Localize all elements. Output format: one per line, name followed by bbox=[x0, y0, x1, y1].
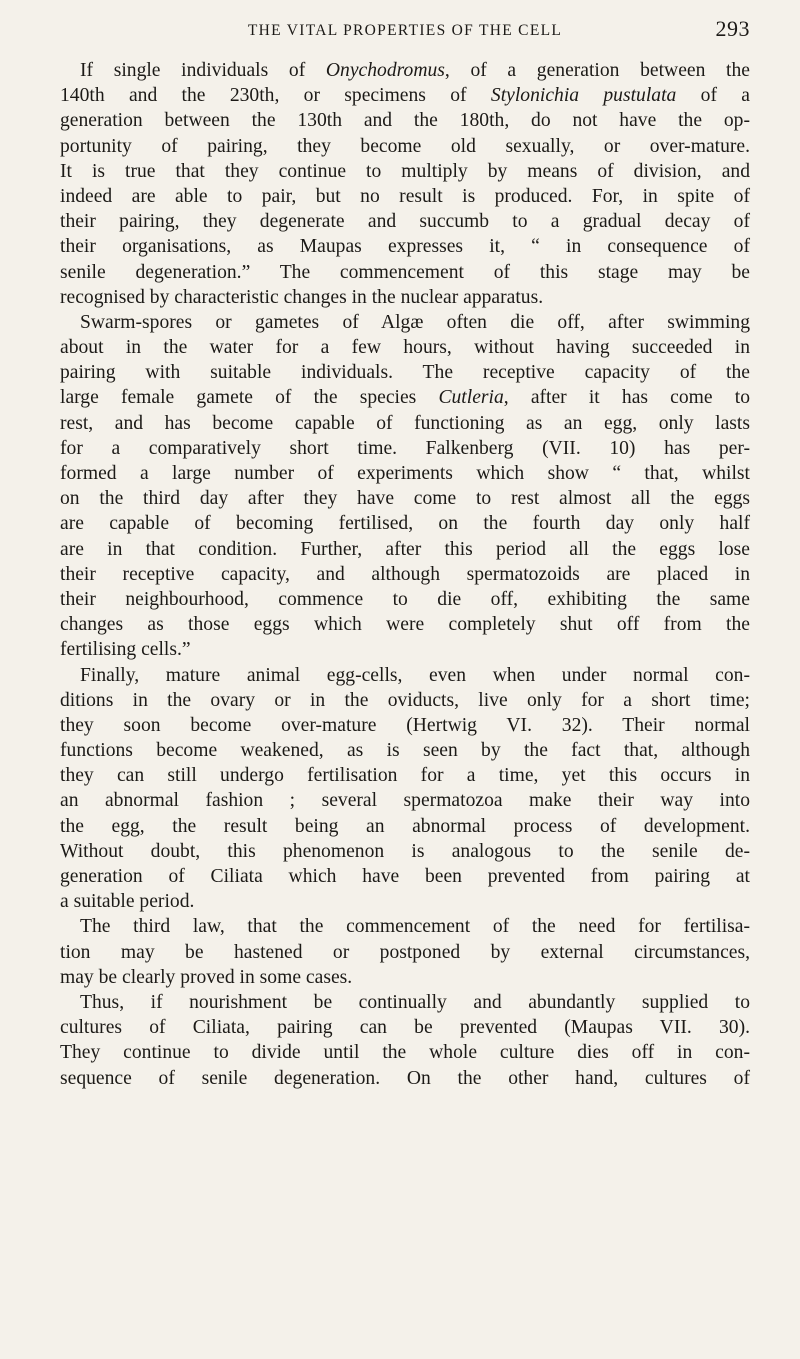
text-run: their pairing, they degenerate and succumb to a gradual decay of bbox=[60, 211, 750, 233]
text-run: a suitable period. bbox=[60, 891, 195, 913]
text-run: are in that condition. Further, after this period all the eggs lose bbox=[60, 538, 750, 560]
text-run: , after it has come to bbox=[503, 387, 750, 409]
text-run: generation between the 130th and the 180th, do not have the op- bbox=[60, 110, 750, 132]
italic-term: Cutleria bbox=[438, 387, 504, 409]
text-run: senile degeneration.” The commencement of this stage may be bbox=[60, 261, 750, 283]
text-line bbox=[60, 612, 750, 637]
text-run: portunity of pairing, they become old sexually, or over-mature. bbox=[60, 135, 750, 157]
text-run: Swarm-spores or gametes of Algæ often die off, after swimming bbox=[80, 311, 750, 333]
text-run: fertilising cells.” bbox=[60, 639, 191, 661]
text-run: about in the water for a few hours, without having succeeded in bbox=[60, 337, 750, 359]
running-title: THE VITAL PROPERTIES OF THE CELL bbox=[247, 22, 563, 39]
text-run: of a bbox=[676, 85, 750, 107]
text-run: generation of Ciliata which have been prevented from pairing at bbox=[60, 866, 750, 887]
text-run: 140th and the 230th, or specimens of bbox=[60, 85, 491, 107]
text-run: If single individuals of bbox=[80, 60, 326, 81]
text-line bbox=[60, 184, 750, 209]
text-line bbox=[60, 159, 750, 184]
text-line bbox=[60, 537, 750, 562]
text-run: tion may be hastened or postponed by external circumstances, bbox=[60, 941, 750, 963]
text-run: pairing with suitable individuals. The receptive capacity of the bbox=[60, 362, 750, 384]
text-run: The third law, that the commencement of the need for fertilisa- bbox=[80, 916, 750, 938]
text-line bbox=[60, 209, 750, 234]
text-run: recognised by characteristic changes in the nuclear apparatus. bbox=[60, 286, 544, 308]
text-line bbox=[60, 108, 750, 133]
text-run: on the third day after they have come to rest almost all the eggs bbox=[60, 488, 750, 510]
text-run: It is true that they continue to multiply by means of division, and bbox=[60, 160, 750, 182]
text-line bbox=[60, 310, 750, 335]
text-line bbox=[60, 914, 750, 939]
text-run: indeed are able to pair, but no result is produced. For, in spite of bbox=[60, 185, 750, 207]
text-line bbox=[60, 814, 750, 839]
text-line bbox=[60, 486, 750, 511]
text-run: their receptive capacity, and although spermatozoids are placed in bbox=[60, 563, 750, 585]
text-run: functions become weakened, as is seen by the fact that, although bbox=[60, 740, 750, 762]
text-run: ditions in the ovary or in the oviducts, live only for a short time; bbox=[60, 689, 750, 711]
body-text bbox=[60, 58, 750, 1091]
text-run: Without doubt, this phenomenon is analogous to the senile de- bbox=[60, 840, 750, 862]
text-line bbox=[60, 83, 750, 108]
text-line bbox=[60, 562, 750, 587]
text-line bbox=[60, 940, 750, 965]
text-line bbox=[60, 713, 750, 738]
text-line bbox=[60, 1040, 750, 1065]
text-run: sequence of senile degeneration. On the other hand, cultures of bbox=[60, 1067, 750, 1089]
text-line bbox=[60, 335, 750, 360]
text-run: they can still undergo fertilisation for a time, yet this occurs in bbox=[60, 765, 750, 787]
text-line bbox=[60, 864, 750, 889]
text-run: changes as those eggs which were completely shut off from the bbox=[60, 614, 750, 636]
text-line bbox=[60, 889, 750, 914]
text-run: their organisations, as Maupas expresses it, “ in consequence of bbox=[60, 236, 750, 258]
text-run: large female gamete of the species bbox=[60, 387, 439, 409]
text-line bbox=[60, 738, 750, 763]
italic-term: Stylonichia pustulata bbox=[490, 85, 677, 107]
page-number: 293 bbox=[715, 16, 750, 41]
text-line bbox=[60, 965, 750, 990]
running-head bbox=[60, 16, 750, 44]
text-line bbox=[60, 260, 750, 285]
text-line bbox=[60, 385, 750, 410]
text-run: Thus, if nourishment be continually and abundantly supplied to bbox=[80, 991, 750, 1013]
text-run: They continue to divide until the whole culture dies off in con- bbox=[60, 1042, 750, 1064]
text-line bbox=[60, 436, 750, 461]
text-run: they soon become over-mature (Hertwig VI. 32). Their normal bbox=[60, 714, 750, 736]
text-run: rest, and has become capable of functioning as an egg, only lasts bbox=[60, 412, 750, 434]
text-line bbox=[60, 1015, 750, 1040]
text-line bbox=[60, 1066, 750, 1091]
text-line bbox=[60, 360, 750, 385]
text-run: for a comparatively short time. Falkenberg (VII. 10) has per- bbox=[60, 437, 750, 459]
text-line bbox=[60, 763, 750, 788]
text-run: an abnormal fashion ; several spermatozoa make their way into bbox=[60, 790, 750, 812]
text-run: Finally, mature animal egg-cells, even when under normal con- bbox=[80, 664, 750, 686]
text-line bbox=[60, 587, 750, 612]
text-line bbox=[60, 285, 750, 310]
text-run: their neighbourhood, commence to die off, exhibiting the same bbox=[60, 588, 750, 610]
text-line bbox=[60, 990, 750, 1015]
text-run: the egg, the result being an abnormal process of development. bbox=[60, 815, 750, 837]
text-line bbox=[60, 637, 750, 662]
text-run: , of a generation between the bbox=[444, 60, 750, 81]
text-line bbox=[60, 511, 750, 536]
text-run: are capable of becoming fertilised, on the fourth day only half bbox=[60, 513, 750, 535]
italic-term: Onychodromus bbox=[325, 60, 445, 81]
text-line bbox=[60, 788, 750, 813]
text-line bbox=[60, 234, 750, 259]
text-run: formed a large number of experiments which show “ that, whilst bbox=[60, 463, 750, 484]
text-line bbox=[60, 134, 750, 159]
text-line bbox=[60, 461, 750, 486]
text-line bbox=[60, 58, 750, 83]
text-run: cultures of Ciliata, pairing can be prevented (Maupas VII. 30). bbox=[60, 1017, 750, 1039]
text-line bbox=[60, 411, 750, 436]
text-line bbox=[60, 688, 750, 713]
text-line bbox=[60, 663, 750, 688]
text-run: may be clearly proved in some cases. bbox=[60, 966, 353, 988]
text-line bbox=[60, 839, 750, 864]
